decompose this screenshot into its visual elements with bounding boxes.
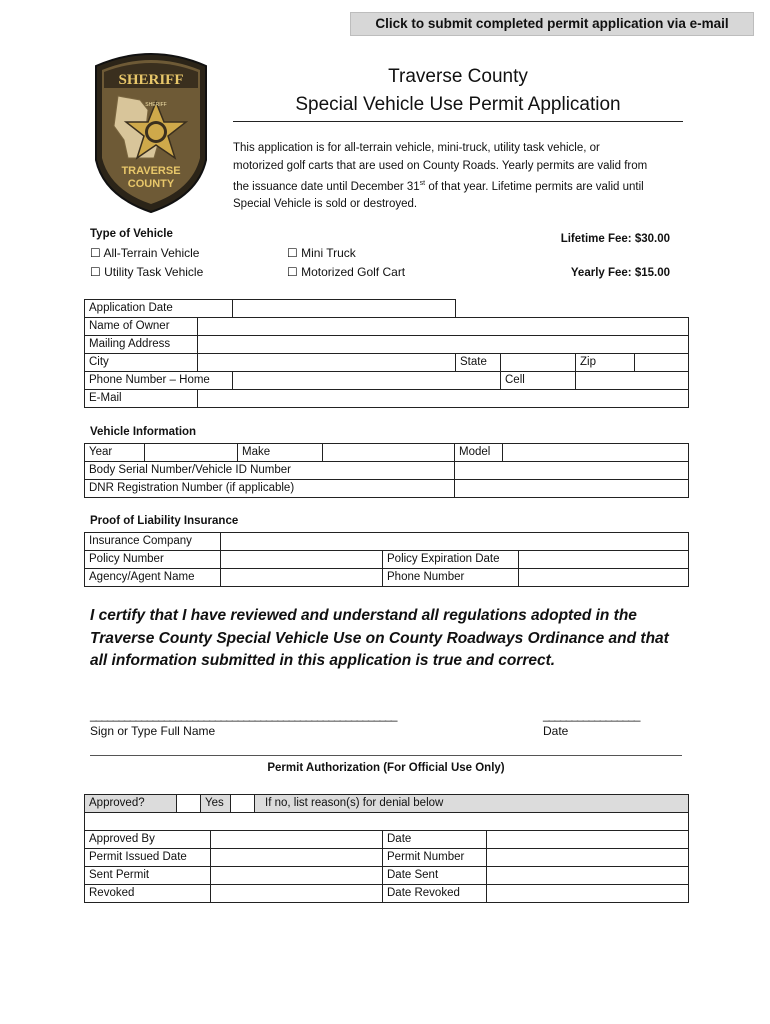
label-email: E-Mail xyxy=(85,390,198,408)
yearly-fee: Yearly Fee: $15.00 xyxy=(570,267,670,279)
city-field[interactable] xyxy=(198,354,456,372)
cell-field[interactable] xyxy=(576,372,689,390)
checkbox-icon: ☐ xyxy=(287,265,298,279)
label-permit-number: Permit Number xyxy=(383,849,487,867)
mailing-address-field[interactable] xyxy=(198,336,689,354)
submit-email-button[interactable]: Click to submit completed permit application via e-mail xyxy=(350,12,754,36)
label-model: Model xyxy=(455,444,503,462)
certification-statement: I certify that I have reviewed and understand all regulations adopted in the Traverse County Special Vehicle Use on County Roadways Ordinance and that all information submitted in this application is true and correct. xyxy=(90,607,669,669)
agent-phone-field[interactable] xyxy=(519,569,689,587)
label-make: Make xyxy=(238,444,323,462)
vehicle-info-heading: Vehicle Information xyxy=(90,426,197,438)
phone-home-field[interactable] xyxy=(233,372,501,390)
date-label: Date xyxy=(543,724,569,738)
revoked-field[interactable] xyxy=(211,885,383,903)
agent-name-field[interactable] xyxy=(221,569,383,587)
date-line[interactable]: _________________ xyxy=(543,708,640,722)
label-policy-number: Policy Number xyxy=(85,551,221,569)
label-name-of-owner: Name of Owner xyxy=(85,318,198,336)
date-revoked-field[interactable] xyxy=(487,885,689,903)
make-field[interactable] xyxy=(323,444,455,462)
model-field[interactable] xyxy=(503,444,689,462)
label-denial-reason: If no, list reason(s) for denial below xyxy=(255,795,689,813)
approval-table xyxy=(84,794,689,831)
policy-expiration-field[interactable] xyxy=(519,551,689,569)
application-date-field[interactable] xyxy=(233,300,456,318)
approved-by-field[interactable] xyxy=(211,831,383,849)
label-policy-expiration: Policy Expiration Date xyxy=(383,551,519,569)
vehicle-info-table xyxy=(84,443,689,498)
checkbox-icon: ☐ xyxy=(90,265,101,279)
denial-reason-field[interactable] xyxy=(85,813,689,831)
label-approved-by: Approved By xyxy=(85,831,211,849)
checkbox-atv[interactable]: ☐ All-Terrain Vehicle xyxy=(90,246,200,260)
checkbox-utv[interactable]: ☐ Utility Task Vehicle xyxy=(90,265,204,279)
badge-top-text: SHERIFF xyxy=(118,72,184,88)
applicant-table xyxy=(84,299,689,408)
label-sent-permit: Sent Permit xyxy=(85,867,211,885)
label-cell: Cell xyxy=(501,372,576,390)
insurance-company-field[interactable] xyxy=(221,533,689,551)
label-permit-issued-date: Permit Issued Date xyxy=(85,849,211,867)
badge-bottom-text-2: COUNTY xyxy=(127,178,175,190)
serial-field[interactable] xyxy=(455,462,689,480)
checkbox-icon: ☐ xyxy=(287,246,298,260)
date-sent-field[interactable] xyxy=(487,867,689,885)
email-field[interactable] xyxy=(198,390,689,408)
label-application-date: Application Date xyxy=(85,300,233,318)
insurance-heading: Proof of Liability Insurance xyxy=(90,515,239,527)
label-date-revoked: Date Revoked xyxy=(383,885,487,903)
owner-name-field[interactable] xyxy=(198,318,689,336)
approved-box[interactable] xyxy=(177,795,201,813)
official-use-heading: Permit Authorization (For Official Use Only) xyxy=(267,762,505,774)
date-field[interactable] xyxy=(487,831,689,849)
label-date: Date xyxy=(383,831,487,849)
intro-paragraph: This application is for all-terrain vehicle, mini-truck, utility task vehicle, or motorized golf carts that are used on County Roads. Yearly permits are valid from the issuance date until December 31st of that year. Lifetime permits are valid until Special Vehicle is sold or destroyed. xyxy=(233,142,648,211)
year-field[interactable] xyxy=(145,444,238,462)
label-yes: Yes xyxy=(201,795,231,813)
sign-label: Sign or Type Full Name xyxy=(90,724,216,738)
zip-field[interactable] xyxy=(635,354,689,372)
label-agent-phone: Phone Number xyxy=(383,569,519,587)
vehicle-type-heading: Type of Vehicle xyxy=(90,228,173,240)
insurance-table xyxy=(84,532,689,587)
permit-issued-date-field[interactable] xyxy=(211,849,383,867)
label-approved: Approved? xyxy=(85,795,177,813)
permit-number-field[interactable] xyxy=(487,849,689,867)
lifetime-fee: Lifetime Fee: $30.00 xyxy=(560,233,670,245)
checkbox-icon: ☐ xyxy=(90,246,101,260)
checkbox-mini-truck[interactable]: ☐ Mini Truck xyxy=(287,246,356,260)
sheriff-badge-logo xyxy=(88,48,214,214)
official-divider xyxy=(90,755,682,756)
label-year: Year xyxy=(85,444,145,462)
page-title-line1: Traverse County xyxy=(388,66,528,87)
label-revoked: Revoked xyxy=(85,885,211,903)
label-state: State xyxy=(456,354,501,372)
label-city: City xyxy=(85,354,198,372)
dnr-field[interactable] xyxy=(455,480,689,498)
label-zip: Zip xyxy=(576,354,635,372)
sent-permit-field[interactable] xyxy=(211,867,383,885)
policy-number-field[interactable] xyxy=(221,551,383,569)
label-date-sent: Date Sent xyxy=(383,867,487,885)
label-dnr: DNR Registration Number (if applicable) xyxy=(85,480,455,498)
page-title-line2: Special Vehicle Use Permit Application xyxy=(295,94,621,115)
label-mailing-address: Mailing Address xyxy=(85,336,198,354)
label-agent-name: Agency/Agent Name xyxy=(85,569,221,587)
signature-line[interactable]: ______________________________________________________ xyxy=(90,708,397,722)
permit-record-table xyxy=(84,830,689,903)
badge-bottom-text-1: TRAVERSE xyxy=(121,165,181,177)
label-insurance-company: Insurance Company xyxy=(85,533,221,551)
badge-star-text: SHERIFF xyxy=(145,102,167,108)
checkbox-golf-cart[interactable]: ☐ Motorized Golf Cart xyxy=(287,265,406,279)
state-field[interactable] xyxy=(501,354,576,372)
title-underline xyxy=(233,121,683,122)
label-serial: Body Serial Number/Vehicle ID Number xyxy=(85,462,455,480)
label-phone-home: Phone Number – Home xyxy=(85,372,233,390)
yes-box[interactable] xyxy=(231,795,255,813)
